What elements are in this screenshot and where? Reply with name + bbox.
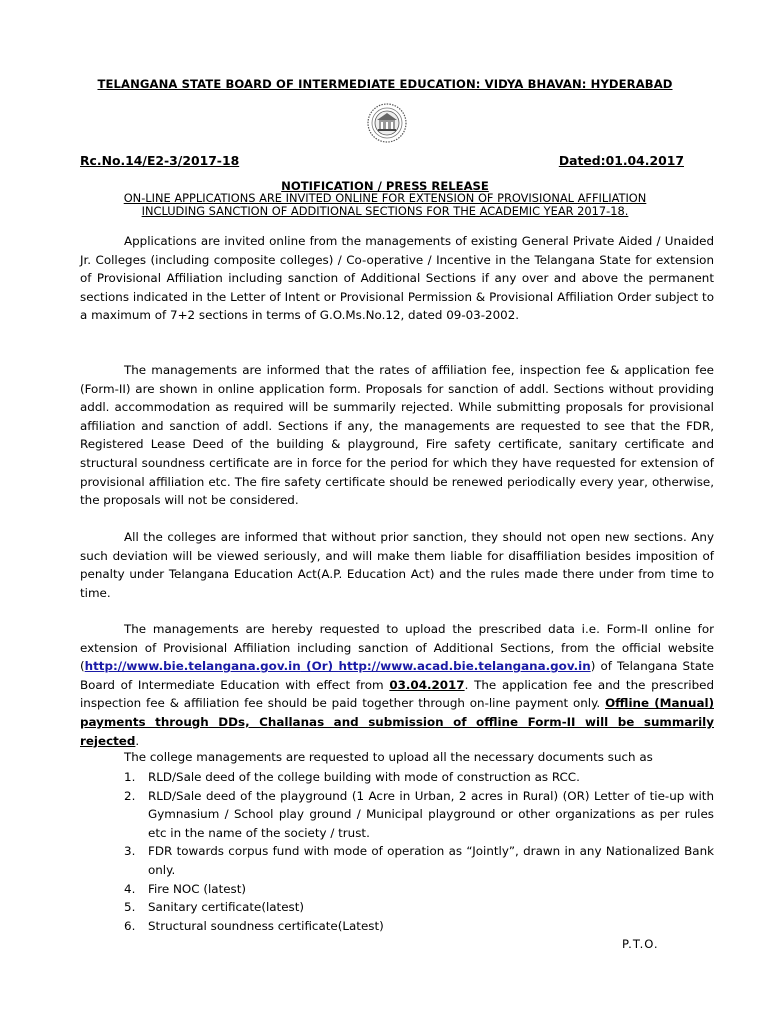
please-turn-over: P.T.O. — [622, 937, 659, 951]
list-item: 4. Fire NOC (latest) — [124, 881, 247, 896]
list-item: 6. Structural soundness certificate(Latest) — [124, 918, 384, 933]
list-item: 2. RLD/Sale deed of the playground (1 Acre in Urban, 2 acres in Rural) (OR) Letter of tie-up with Gymnasium / School play ground / Municipal playground or other organizations as per rules etc in the name of the society / trust. — [124, 788, 714, 840]
document-date: Dated:01.04.2017 — [558, 153, 684, 168]
subject-heading — [0, 192, 770, 218]
paragraph-upload: The managements are hereby requested to upload the prescribed data i.e. Form-II online for extension of Provisional Affiliation including sanction of Additional Sections, from the official website (http://www.bie.telangana.gov.in (Or) http://www.acad.bie.telangana.gov.in) of Telangana State Board of Intermediate Education with effect from 03.04.2017. The application fee and the prescribed inspection fee & affiliation fee should be paid together through on-line payment only. Offline (Manual) payments through DDs, Challanas and submission of offline Form-II will be summarily rejected. — [80, 622, 714, 748]
start-date: 03.04.2017 — [389, 677, 465, 692]
required-documents-list — [124, 768, 714, 935]
offline-rejection-notice: Offline (Manual) payments through DDs, Challanas and submission of offline Form-II will be summarily rejected — [80, 696, 714, 748]
notification-title: NOTIFICATION / PRESS RELEASE — [281, 179, 489, 193]
board-title: TELANGANA STATE BOARD OF INTERMEDIATE EDUCATION: VIDYA BHAVAN: HYDERABAD — [97, 77, 673, 91]
paragraph-applications: Applications are invited online from the managements of existing General Private Aided / Unaided Jr. Colleges (including composite colleges) / Co-operative / Incentive in the Telangana State for extension of Provisional Affiliation including sanction of Additional Sections if any over and above the permanent sections indicated in the Letter of Intent or Provisional Permission & Provisional Affiliation Order subject to a maximum of 7+2 sections in terms of G.O.Ms.No.12, dated 09-03-2002. — [80, 234, 714, 323]
acad-website-link[interactable]: http://www.acad.bie.telangana.gov.in — [338, 659, 591, 674]
list-item: 1. RLD/Sale deed of the college building with mode of construction as RCC. — [124, 770, 580, 784]
paragraph-fees: The managements are informed that the rates of affiliation fee, inspection fee & application fee (Form-II) are shown in online application form. Proposals for sanction of addl. Sections without providing addl. accommodation as required will be summarily rejected. While submitting proposals for provisional affiliation and sanction of addl. Sections if any, the managements are requested to see that the FDR, Registered Lease Deed of the building & playground, Fire safety certificate, sanitary certificate and structural soundness certificate are in force for the period for which they have requested for extension of provisional affiliation etc. The fire safety certificate should be renewed periodically every year, otherwise, the proposals will not be considered. — [80, 363, 714, 508]
list-item: 5. Sanitary certificate(latest) — [124, 900, 305, 915]
reference-number: Rc.No.14/E2-3/2017-18 — [80, 153, 240, 168]
list-item: 3. FDR towards corpus fund with mode of operation as “Jointly”, drawn in any Nationalized Bank only. — [124, 844, 714, 877]
board-emblem-icon — [364, 102, 410, 144]
paragraph-prior-sanction: All the colleges are informed that without prior sanction, they should not open new sections. Any such deviation will be viewed seriously, and will make them liable for disaffiliation besides imposition of penalty under Telangana Education Act(A.P. Education Act) and the rules made there under from time to time. — [80, 530, 714, 600]
subject-line-2: INCLUDING SANCTION OF ADDITIONAL SECTIONS FOR THE ACADEMIC YEAR 2017-18. — [141, 204, 629, 218]
bie-website-link[interactable]: http://www.bie.telangana.gov.in — [84, 659, 301, 674]
documents-intro: The college managements are requested to upload all the necessary documents such as — [124, 750, 653, 764]
subject-line-1: ON-LINE APPLICATIONS ARE INVITED ONLINE FOR EXTENSION OF PROVISIONAL AFFILIATION — [123, 191, 647, 205]
